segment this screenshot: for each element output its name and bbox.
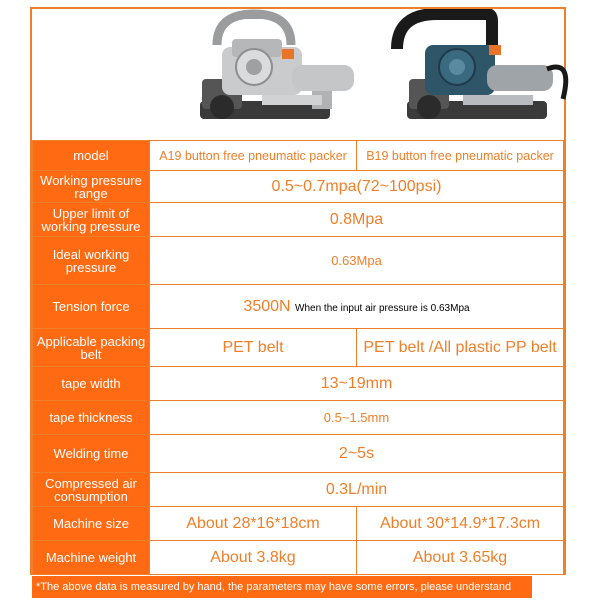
product-a-name: A19 button free pneumatic packer [150, 141, 357, 171]
row-value: 0.63Mpa [150, 237, 564, 285]
spec-table [32, 140, 564, 575]
row-value-a: About 3.8kg [150, 541, 357, 575]
row-label: Machine weight [33, 541, 150, 575]
silver-strapping-tool-image [162, 9, 362, 139]
row-value-b: About 30*14.9*17.3cm [357, 507, 564, 541]
table-row [33, 541, 564, 575]
table-row [33, 237, 564, 285]
footer-disclaimer: *The above data is measured by hand, the parameters may have some errors, please understand [32, 576, 532, 598]
row-label: Applicable packing belt [33, 329, 150, 367]
table-row [33, 203, 564, 237]
row-value [150, 285, 564, 329]
row-value: 2~5s [150, 435, 564, 473]
tension-value: 3500N [243, 297, 291, 315]
row-label: Working pressure range [33, 171, 150, 203]
tension-note: When the input air pressure is 0.63Mpa [295, 302, 470, 314]
table-row [33, 401, 564, 435]
blue-strapping-tool-image [377, 9, 577, 139]
table-row [33, 171, 564, 203]
row-label: Welding time [33, 435, 150, 473]
table-row [33, 367, 564, 401]
row-label: Compressed air consumption [33, 473, 150, 507]
row-value: 0.8Mpa [150, 203, 564, 237]
row-value-b: PET belt /All plastic PP belt [357, 329, 564, 367]
table-row [33, 473, 564, 507]
row-label: Machine size [33, 507, 150, 541]
row-value-a: About 28*16*18cm [150, 507, 357, 541]
row-value-b: About 3.65kg [357, 541, 564, 575]
row-value: 0.5~0.7mpa(72~100psi) [150, 171, 564, 203]
row-value: 0.5~1.5mm [150, 401, 564, 435]
row-label: Upper limit of working pressure [33, 203, 150, 237]
row-label: model [33, 141, 150, 171]
row-value: 13~19mm [150, 367, 564, 401]
table-row [33, 285, 564, 329]
table-row [33, 507, 564, 541]
row-label: tape thickness [33, 401, 150, 435]
table-row [33, 435, 564, 473]
row-label: Tension force [33, 285, 150, 329]
table-row [33, 329, 564, 367]
product-images [32, 9, 564, 139]
row-value-a: PET belt [150, 329, 357, 367]
table-row-model [33, 141, 564, 171]
product-b-name: B19 button free pneumatic packer [357, 141, 564, 171]
row-label: Ideal working pressure [33, 237, 150, 285]
row-value: 0.3L/min [150, 473, 564, 507]
row-label: tape width [33, 367, 150, 401]
